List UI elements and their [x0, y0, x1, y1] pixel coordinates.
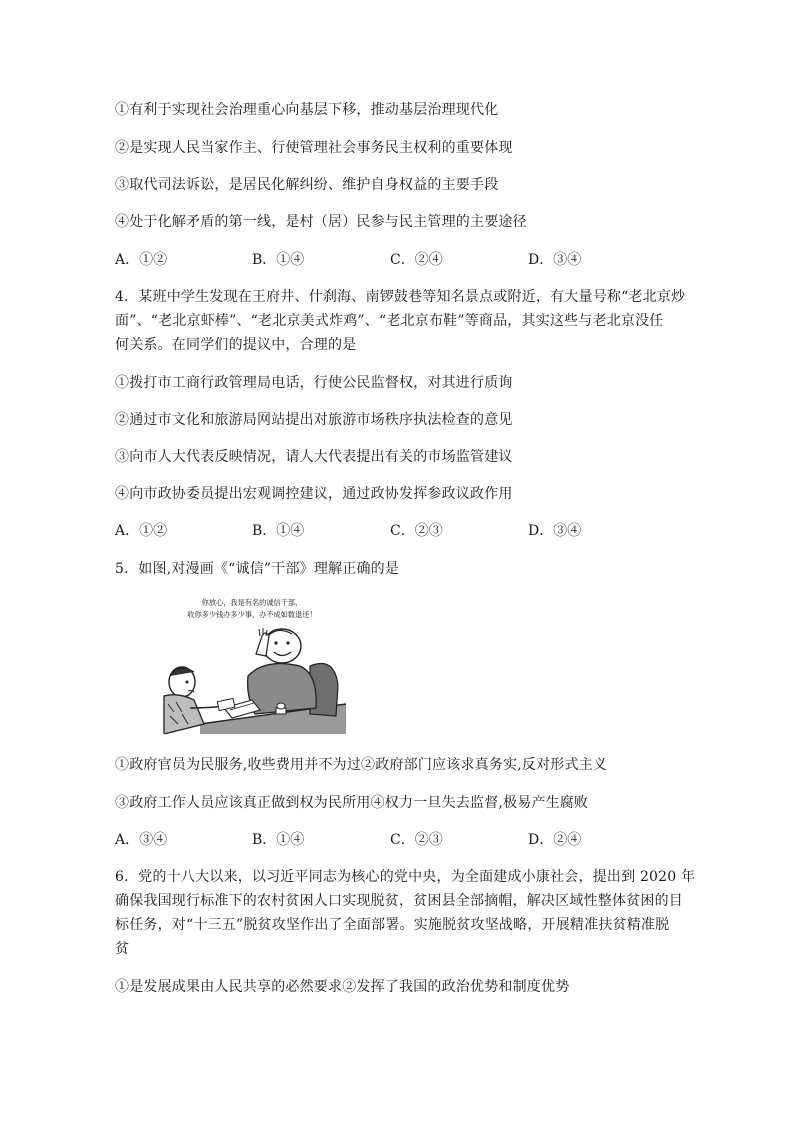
q6-stem-line-2: 确保我国现行标准下的农村贫困人口实现脱贫，贫困县全部摘帽，解决区域性整体贫困的目: [115, 893, 683, 909]
q4-stem-line-3: 何关系。在同学们的提议中，合理的是: [115, 337, 357, 353]
q3-item-1: ①有利于实现社会治理重心向基层下移，推动基层治理现代化: [115, 102, 499, 118]
q4-item-2: ②通过市文化和旅游局网站提出对旅游市场秩序执法检查的意见: [115, 412, 513, 428]
q5-item-line-1: ①政府官员为民服务,收些费用并不为过②政府部门应该求真务实,反对形式主义: [115, 757, 608, 773]
q3-options: [115, 250, 715, 270]
q4-stem-line-1: 4．某班中学生发现在王府井、什刹海、南锣鼓巷等知名景点或附近，有大量号称“老北京炒: [115, 289, 686, 305]
q4-option-d[interactable]: D．③④: [528, 523, 582, 539]
q3-option-d[interactable]: D．③④: [528, 252, 582, 268]
cartoon-image: [160, 596, 346, 734]
q6-stem-line-4: 贫: [115, 941, 130, 957]
q4-option-c[interactable]: C．②③: [390, 523, 443, 539]
q3-option-b[interactable]: B．①④: [252, 252, 305, 268]
q6-stem-line-3: 标任务，对“十三五”脱贫攻坚作出了全面部署。实施脱贫攻坚战略，开展精准扶贫精准脱: [115, 917, 670, 933]
q6-stem-line-1: 6．党的十八大以来，以习近平同志为核心的党中央，为全面建成小康社会，提出到 2020 年: [115, 869, 696, 885]
q3-item-2: ②是实现人民当家作主、行使管理社会事务民主权利的重要体现: [115, 140, 513, 156]
q5-item-line-2: ③政府工作人员应该真正做到权为民所用④权力一旦失去监督,极易产生腐败: [115, 795, 589, 811]
q4-option-a[interactable]: A．①②: [115, 523, 168, 539]
q4-item-4: ④向市政协委员提出宏观调控建议，通过政协发挥参政议政作用: [115, 486, 513, 502]
cartoon-caption-line-1: 你放心，我是有名的诚信干部，: [201, 598, 303, 607]
q3-item-3: ③取代司法诉讼，是居民化解纠纷、维护自身权益的主要手段: [115, 177, 499, 193]
q5-option-d[interactable]: D．②④: [528, 832, 582, 848]
q5-option-a[interactable]: A．③④: [115, 832, 168, 848]
cartoon-caption-line-2: 收你多少钱办多少事，办不成如数退还！: [187, 610, 317, 619]
q4-item-3: ③向市人大代表反映情况，请人大代表提出有关的市场监管建议: [115, 449, 513, 465]
q3-item-4: ④处于化解矛盾的第一线，是村（居）民参与民主管理的主要途径: [115, 214, 527, 230]
q3-option-c[interactable]: C．②④: [390, 252, 443, 268]
q5-options: [115, 830, 715, 850]
q6-item-line-1: ①是发展成果由人民共享的必然要求②发挥了我国的政治优势和制度优势: [115, 979, 570, 995]
q4-option-b[interactable]: B．①④: [252, 523, 305, 539]
q4-options: [115, 521, 715, 541]
q4-stem-line-2: 面”、“老北京虾棒”、“老北京美式炸鸡”、“老北京布鞋”等商品，其实这些与老北京没任: [115, 313, 664, 329]
q3-option-a[interactable]: A．①②: [115, 252, 168, 268]
q4-item-1: ①拨打市工商行政管理局电话，行使公民监督权，对其进行质询: [115, 375, 513, 391]
q5-option-b[interactable]: B．①④: [252, 832, 305, 848]
q5-option-c[interactable]: C．②③: [390, 832, 443, 848]
q5-stem: 5．如图,对漫画《“诚信”干部》理解正确的是: [115, 561, 400, 577]
